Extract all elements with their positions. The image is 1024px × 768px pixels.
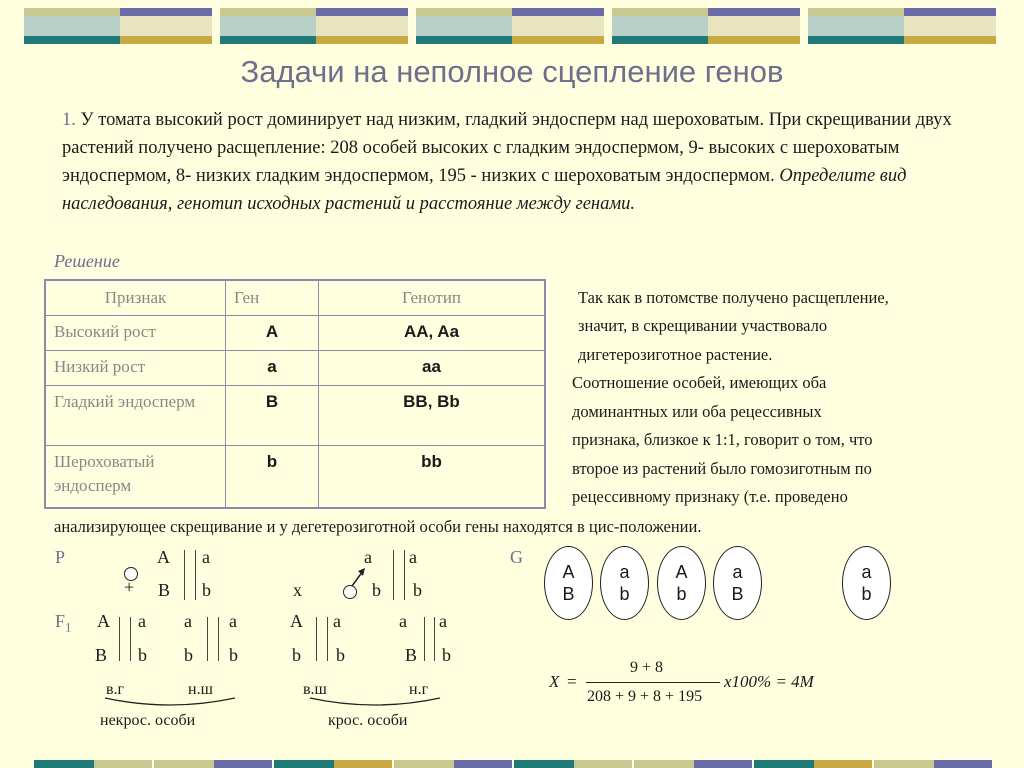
- genetics-table: [44, 279, 546, 509]
- gamete: [842, 546, 891, 620]
- table-cell-trait: Гладкий эндосперм: [45, 386, 226, 446]
- explanation-line: анализирующее скрещивание и у дегетерозиготной особи гены находятся в цис-положении.: [54, 517, 702, 536]
- explanation-line: Соотношение особей, имеющих оба: [572, 373, 827, 392]
- formula-denominator: 208 + 9 + 8 + 195: [587, 688, 703, 705]
- problem-statement: У томата высокий рост доминирует над низким, гладкий эндосперм над шероховатым. При скрещивании двух растений получено расщепление: 208 особей высоких с гладким эндоспермом, 9- высоких с шероховатым эндоспермом, 8- низких гладким эндоспермом, 195 - низких с шероховатым эндоспермом.: [62, 110, 952, 186]
- explanation-line: значит, в скрещивании участвовало: [578, 316, 828, 335]
- explanation-line: дигетерозиготное растение.: [578, 345, 773, 364]
- parent1-bottom-right: b: [202, 580, 211, 600]
- group-bracket-crossover: [305, 694, 445, 710]
- offspring-allele: b: [292, 645, 301, 665]
- parent2-chromosome-line: [393, 550, 394, 600]
- offspring-allele: a: [399, 611, 407, 631]
- table-cell-gene: B: [226, 386, 319, 446]
- parent2-bottom-left: b: [372, 580, 381, 600]
- explanation-line: рецессивному признаку (т.е. проведено: [572, 487, 848, 506]
- offspring-chromosome-line: [316, 617, 317, 661]
- table-cell-gene: A: [226, 316, 319, 351]
- gamete-allele: a: [732, 562, 743, 582]
- gamete: [657, 546, 706, 620]
- offspring-chromosome-line: [207, 617, 208, 661]
- explanation-line: доминантных или оба рецессивных: [572, 402, 822, 421]
- table-header-gene: Ген: [226, 280, 319, 316]
- table-cell-trait: Высокий рост: [45, 316, 226, 351]
- parent1-top-left: A: [157, 547, 170, 567]
- female-symbol-cross-icon: +: [124, 577, 135, 597]
- offspring-allele: b: [184, 645, 193, 665]
- offspring-allele: b: [442, 645, 451, 665]
- formula-fraction-bar: [586, 682, 720, 683]
- offspring-allele: B: [95, 645, 108, 665]
- offspring-allele: B: [405, 645, 418, 665]
- gamete-allele: A: [562, 562, 575, 582]
- offspring-phenotype-label: н.г: [409, 681, 429, 698]
- table-cell-trait: Шероховатый эндосперм: [45, 446, 226, 508]
- offspring-phenotype-label: в.г: [106, 681, 125, 698]
- table-cell-genotype: aa: [319, 351, 546, 386]
- f1-label-sub: 1: [65, 619, 72, 635]
- gamete-allele: a: [861, 562, 872, 582]
- footer-decoration-4: [394, 760, 512, 768]
- offspring-chromosome-line: [434, 617, 435, 661]
- offspring-chromosome-line: [218, 617, 219, 661]
- explanation-line: второе из растений было гомозиготным по: [572, 459, 872, 478]
- header-decoration-1: [24, 8, 212, 44]
- footer-decoration-8: [874, 760, 992, 768]
- table-cell-genotype: BB, Bb: [319, 386, 546, 446]
- parent2-top-left: a: [364, 547, 372, 567]
- f1-label-main: F: [55, 611, 66, 631]
- parent1-chromosome-line: [195, 550, 196, 600]
- problem-question: Определите вид наследования, генотип исходных растений и расстояние между генами.: [62, 166, 907, 214]
- table-cell-gene: a: [226, 351, 319, 386]
- offspring-allele: a: [439, 611, 447, 631]
- group-label-crossover: крос. особи: [328, 712, 408, 729]
- formula-equals: =: [567, 672, 577, 691]
- group-label-noncrossover: некрос. особи: [100, 712, 196, 729]
- table-cell-trait: Низкий рост: [45, 351, 226, 386]
- footer-decoration-3: [274, 760, 392, 768]
- offspring-phenotype-label: в.ш: [303, 681, 327, 698]
- offspring-chromosome-line: [130, 617, 131, 661]
- offspring-chromosome-line: [327, 617, 328, 661]
- formula-rhs: x100% = 4M: [724, 672, 814, 691]
- parent2-chromosome-line: [404, 550, 405, 600]
- table-header-trait: Признак: [45, 280, 226, 316]
- gamete-allele: B: [731, 584, 744, 604]
- header-decoration-2: [220, 8, 408, 44]
- gamete: [713, 546, 762, 620]
- gamete-allele: B: [562, 584, 575, 604]
- parent1-top-right: a: [202, 547, 210, 567]
- offspring-allele: a: [229, 611, 237, 631]
- offspring-phenotype-label: н.ш: [188, 681, 213, 698]
- gamete: [600, 546, 649, 620]
- gamete-allele: b: [619, 584, 630, 604]
- gamete-allele: a: [619, 562, 630, 582]
- footer-decoration-6: [634, 760, 752, 768]
- gamete-allele: b: [676, 584, 687, 604]
- offspring-allele: a: [138, 611, 146, 631]
- parent2-bottom-right: b: [413, 580, 422, 600]
- offspring-allele: b: [336, 645, 345, 665]
- parent2-top-right: a: [409, 547, 417, 567]
- page-title: Задачи на неполное сцепление генов: [240, 54, 784, 89]
- g-label: G: [510, 547, 523, 567]
- parent1-chromosome-line: [184, 550, 185, 600]
- table-cell-genotype: bb: [319, 446, 546, 508]
- offspring-allele: a: [184, 611, 192, 631]
- offspring-chromosome-line: [424, 617, 425, 661]
- gamete-allele: A: [675, 562, 688, 582]
- offspring-allele: A: [290, 611, 303, 631]
- table-cell-gene: b: [226, 446, 319, 508]
- f1-label: [55, 611, 72, 636]
- formula-numerator: 9 + 8: [630, 659, 664, 676]
- table-cell-genotype: AA, Aa: [319, 316, 546, 351]
- footer-decoration-7: [754, 760, 872, 768]
- formula-lhs: X: [549, 672, 560, 691]
- offspring-allele: b: [229, 645, 238, 665]
- footer-decoration-2: [154, 760, 272, 768]
- solution-label: Решение: [54, 251, 120, 271]
- header-decoration-3: [416, 8, 604, 44]
- male-symbol-arrow-icon: [350, 566, 366, 588]
- explanation-line: признака, близкое к 1:1, говорит о том, что: [572, 430, 873, 449]
- cross-sign: x: [293, 580, 302, 600]
- table-header-genotype: Генотип: [319, 280, 546, 316]
- problem-text: [62, 106, 992, 218]
- problem-number: 1.: [62, 110, 76, 130]
- header-decoration-5: [808, 8, 996, 44]
- gamete-allele: b: [861, 584, 872, 604]
- offspring-allele: b: [138, 645, 147, 665]
- offspring-allele: a: [333, 611, 341, 631]
- footer-decoration-5: [514, 760, 632, 768]
- explanation-line: Так как в потомстве получено расщепление,: [578, 288, 889, 307]
- offspring-chromosome-line: [119, 617, 120, 661]
- gamete: [544, 546, 593, 620]
- footer-decoration-1: [34, 760, 152, 768]
- parent1-bottom-left: B: [158, 580, 171, 600]
- group-bracket-noncrossover: [100, 694, 240, 710]
- offspring-allele: A: [97, 611, 110, 631]
- header-decoration-4: [612, 8, 800, 44]
- p-label: P: [55, 547, 66, 567]
